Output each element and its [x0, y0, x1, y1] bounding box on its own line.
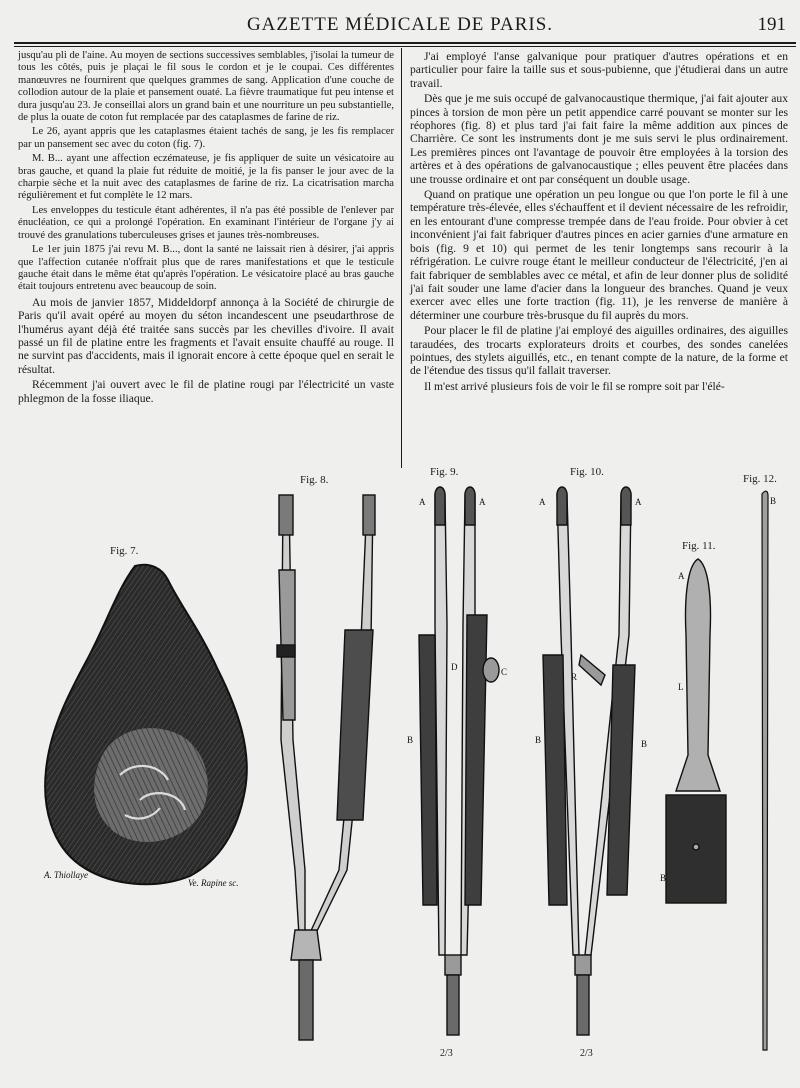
label-B: B — [407, 735, 414, 745]
paragraph: Il m'est arrivé plusieurs fois de voir le fil se rompre soit par l'élé- — [424, 379, 725, 393]
label-A: A — [678, 571, 685, 581]
page-number: 191 — [757, 14, 786, 35]
paragraph: Pour placer le fil de platine j'ai employé des aiguilles ordinaires, des aiguilles taraudées, des trocarts explorateurs droits et courbes, des sondes canelées pointues, des stylets aiguillés, etc., en tenant compte de la nature, de la forme et de l'étendue des tissus qu'il fallait traverser. — [410, 324, 788, 378]
paragraph: Au mois de janvier 1857, Middeldorpf annonça à la Société de chirurgie de Paris qu'il avait opéré au moyen du séton incandescent une pseudarthrose de l'humérus ayant déjà été traitée sans succès par les chevilles d'ivoire. Il avait passé un fil de platine entre les fragments et l'avait ensuite chauffé au rouge. Il ne survint pas d'accidents, mais il ignorait encore à cette époque quel en serait le résultat. — [18, 295, 394, 376]
paragraph: Récemment j'ai ouvert avec le fil de platine rougi par l'électricité un vaste phlegmon de la fosse iliaque. — [18, 378, 394, 405]
header-rule-thick — [14, 42, 796, 44]
fig12-caption: Fig. 12. — [743, 473, 777, 485]
label-A: A — [635, 497, 642, 507]
fig9-caption: Fig. 9. — [430, 466, 459, 478]
paragraph: jusqu'au pli de l'aine. Au moyen de sections successives semblables, j'isolai la tumeur de tous les côtés, puis je plaçai le fil sous le cordon et je le coupai. Ces différentes manœuvres ne fournirent que quelques grammes de sang. Application d'une couche de collodion autour de la plaie et pansement ouaté. La fièvre traumatique fut peu intense et dura jusqu'au 23. Je conseillai alors un grand bain et une nourriture un peu substantielle, de plus la ouate de coton fut remplacée par des cataplasmes de farine de riz. — [18, 50, 394, 124]
fig7-tumor-illustration — [40, 560, 255, 890]
fig12-stylet-illustration — [750, 490, 780, 1065]
label-L: L — [678, 682, 684, 692]
fig9-scale: 2/3 — [440, 1048, 453, 1059]
label-B: B — [770, 496, 777, 506]
label-C: C — [501, 667, 508, 677]
label-A: A — [419, 497, 426, 507]
label-A: A — [479, 497, 486, 507]
fig11-instrument-illustration — [660, 555, 735, 910]
label-A: A — [539, 497, 546, 507]
fig9-forceps-illustration — [405, 485, 510, 1045]
fig10-caption: Fig. 10. — [570, 466, 604, 478]
label-B: B — [660, 873, 667, 883]
label-R: R — [571, 672, 578, 682]
fig8-caption: Fig. 8. — [300, 474, 329, 486]
fig7-caption: Fig. 7. — [110, 545, 139, 557]
paragraph: M. B... ayant une affection eczémateuse, je fis appliquer de suite un vésicatoire au bras gauche, et quand la plaie fut réduite de moitié, je la fis panser le jour avec de la charpie sèche et la nuit avec des cataplasmes de farine de riz. La cicatrisation marcha régulièrement et fut complète le 12 mars. — [18, 153, 394, 202]
right-text-column — [410, 50, 788, 395]
journal-title: GAZETTE MÉDICALE DE PARIS. — [246, 14, 554, 35]
column-divider — [401, 48, 402, 468]
fig8-forceps-illustration — [255, 490, 385, 1065]
paragraph: Quand on pratique une opération un peu longue ou que l'on porte le fil à une température très-élevée, elles s'échauffent et il devient nécessaire de les refroidir, en les entourant d'une compresse trempée dans de l'eau froide. Pour obvier à cet inconvénient j'ai fait fabriquer d'autres pinces en acier garnies d'une armature en bois (fig. 9 et 10) qui permet de les tenir longtemps sans recourir à la réfrigération. Le cuivre rouge étant le meilleur conducteur de l'électricité, j'en ai fait fabriquer de semblables avec ce métal, et afin de leur donner plus de solidité j'ai fait souder une lame d'acier dans la longueur des branches. Quand je veux exercer avec elles une forte traction (fig. 11), je les renverse de manière à déterminer une courbure très-brusque du fil auprès du mors. — [410, 188, 788, 322]
paragraph: Dès que je me suis occupé de galvanocaustique thermique, j'ai fait ajouter aux pinces à torsion de mon père un petit appendice carré pouvant se monter sur les réophores (fig. 8) et plus tard j'ai fait faire la même addition aux pinces de Charrière. Ce sont les instruments dont je me suis servi le plus ordinairement. Les premières pinces ont l'avantage de pouvoir être employées à la torsion des artères et à des opérations de galvanocaustique ; elles peuvent être placées dans une trousse ordinaire et ont par conséquent un double usage. — [410, 92, 788, 186]
page-header — [0, 14, 800, 40]
left-text-column — [18, 50, 394, 407]
fig11-caption: Fig. 11. — [682, 540, 716, 552]
fig10-forceps-illustration — [535, 485, 650, 1045]
fig7-signature-right: Ve. Rapine sc. — [188, 878, 239, 888]
paragraph: Le 26, ayant appris que les cataplasmes étaient tachés de sang, je les fis remplacer par un pansement sec avec du coton (fig. 7). — [18, 126, 394, 150]
header-rule-thin — [14, 46, 796, 47]
paragraph: J'ai employé l'anse galvanique pour pratiquer d'autres opérations et en particulier pour faire la taille sus et sous-pubienne, que j'étudierai dans un autre travail. — [410, 50, 788, 90]
fig7-signature-left: A. Thiollaye — [44, 870, 88, 880]
label-D: D — [451, 662, 458, 672]
label-B: B — [641, 739, 648, 749]
fig10-scale: 2/3 — [580, 1048, 593, 1059]
paragraph: Le 1er juin 1875 j'ai revu M. B..., dont la santé ne laissait rien à désirer, j'ai appris que l'affection cutanée n'offrait plus que de rares manifestations et que le testicule gauche était dans le même état qu'après l'opération. Le vésicatoire placé au bras gauche était toujours entretenu avec beaucoup de soin. — [18, 244, 394, 293]
paragraph: Les enveloppes du testicule étant adhérentes, il n'a pas été possible de l'enlever par énucléation, ce qui a prolongé l'opération. En examinant l'intérieur de l'organe j'y ai trouvé des granulations tuberculeuses grises et jaunes très-nombreuses. — [18, 204, 394, 241]
label-B: B — [535, 735, 542, 745]
